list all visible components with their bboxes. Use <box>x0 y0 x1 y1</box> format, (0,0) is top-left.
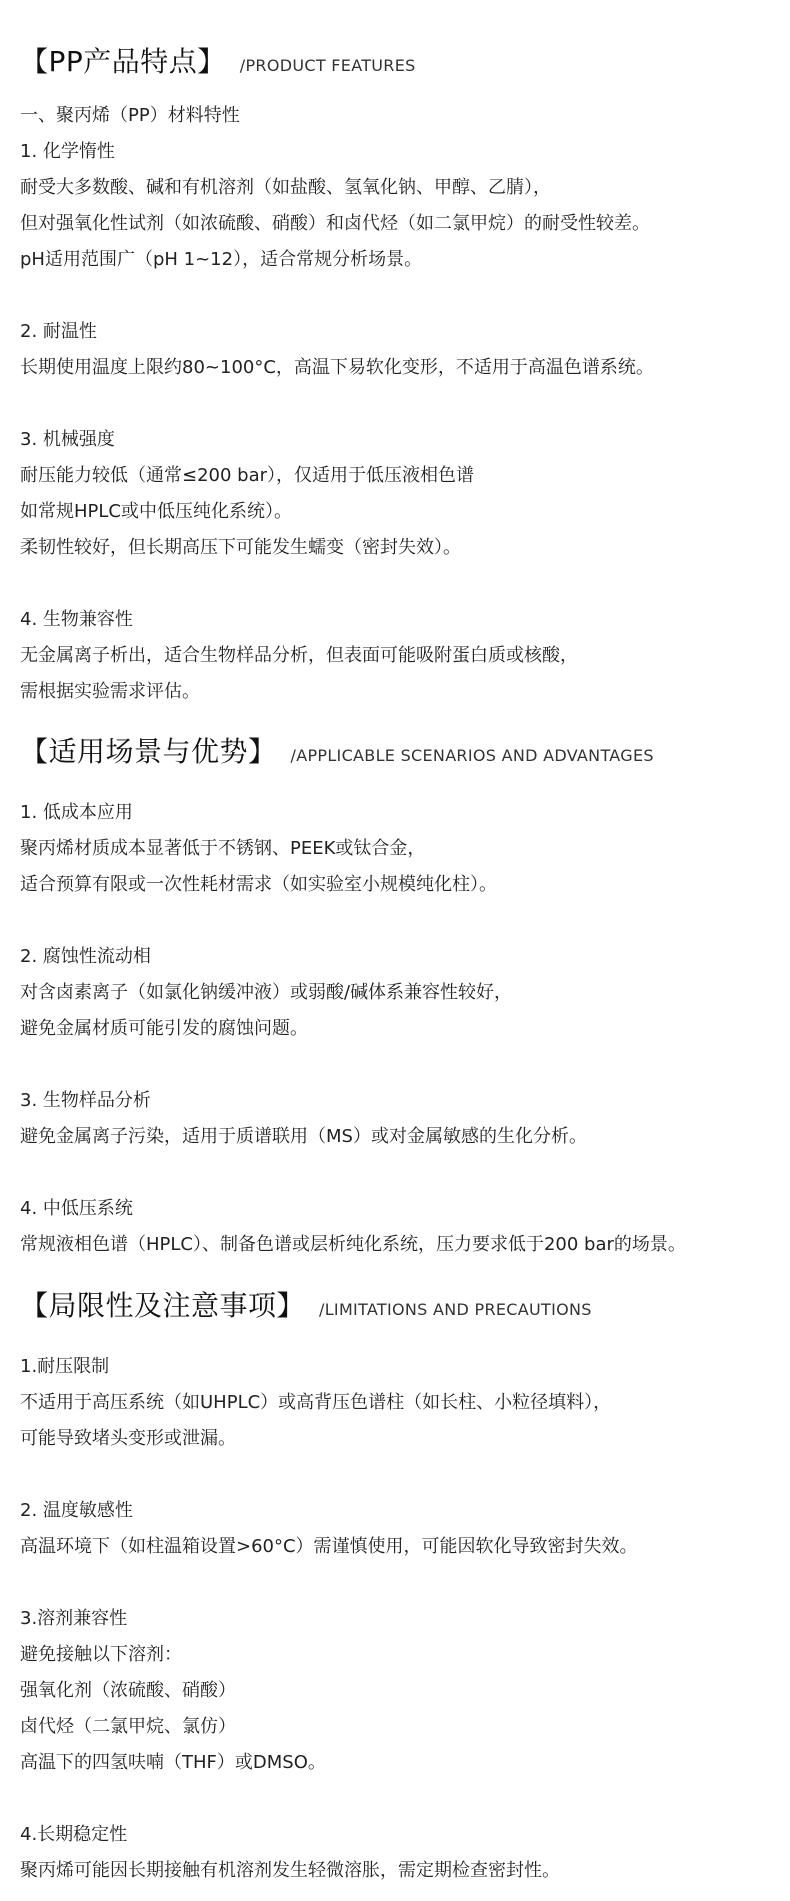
text-line: 耐受大多数酸、碱和有机溶剂（如盐酸、氢氧化钠、甲醇、乙腈）， <box>20 177 551 198</box>
blank-line <box>20 1787 638 1823</box>
blank-line <box>20 392 654 428</box>
text-line: 聚丙烯可能因长期接触有机溶剂发生轻微溶胀，需定期检查密封性。 <box>20 1860 560 1881</box>
text-line: 2. 耐温性 <box>20 321 97 342</box>
text-line: 一、聚丙烯（PP）材料特性 <box>20 105 240 126</box>
blank-line <box>20 1053 686 1089</box>
text-line: 耐压能力较低（通常≤200 bar），仅适用于低压液相色谱 <box>20 465 475 486</box>
blank-line <box>20 1571 638 1607</box>
text-line: 卤代烃（二氯甲烷、氯仿） <box>20 1716 236 1737</box>
text-line: 适合预算有限或一次性耗材需求（如实验室小规模纯化柱）。 <box>20 874 497 895</box>
text-line: 1.耐压限制 <box>20 1356 110 1377</box>
text-line: 高温下的四氢呋喃（THF）或DMSO。 <box>20 1752 326 1773</box>
section-heading-applicable-scenarios <box>20 734 654 770</box>
text-line: 长期使用温度上限约80~100°C，高温下易软化变形，不适用于高温色谱系统。 <box>20 357 654 378</box>
section-title-en: /LIMITATIONS AND PRECAUTIONS <box>319 1300 592 1319</box>
blank-line <box>20 909 686 945</box>
text-line: 常规液相色谱（HPLC）、制备色谱或层析纯化系统，压力要求低于200 bar的场景。 <box>20 1234 686 1255</box>
text-line: 避免金属离子污染，适用于质谱联用（MS）或对金属敏感的生化分析。 <box>20 1126 587 1147</box>
text-line: 避免金属材质可能引发的腐蚀问题。 <box>20 1018 308 1039</box>
section-title-en: /APPLICABLE SCENARIOS AND ADVANTAGES <box>290 746 654 765</box>
text-line: 3. 机械强度 <box>20 429 115 450</box>
text-line: 3.溶剂兼容性 <box>20 1608 128 1629</box>
text-line: 1. 化学惰性 <box>20 141 115 162</box>
text-line: 强氧化剂（浓硫酸、硝酸） <box>20 1680 236 1701</box>
text-line: 如常规HPLC或中低压纯化系统）。 <box>20 501 292 522</box>
text-line: pH适用范围广（pH 1~12），适合常规分析场景。 <box>20 249 423 270</box>
text-line: 1. 低成本应用 <box>20 802 133 823</box>
section-heading-product-features <box>20 44 416 80</box>
section-title-en: /PRODUCT FEATURES <box>239 56 416 75</box>
section-heading-limitations <box>20 1288 592 1324</box>
section-body-product-features <box>20 104 654 716</box>
text-line: 不适用于高压系统（如UHPLC）或高背压色谱柱（如长柱、小粒径填料）， <box>20 1392 612 1413</box>
text-line: 3. 生物样品分析 <box>20 1090 151 1111</box>
text-line: 4.长期稳定性 <box>20 1824 128 1845</box>
text-line: 避免接触以下溶剂： <box>20 1644 182 1665</box>
section-title-cn: 【适用场景与优势】 <box>20 735 277 768</box>
text-line: 但对强氧化性试剂（如浓硫酸、硝酸）和卤代烃（如二氯甲烷）的耐受性较差。 <box>20 213 650 234</box>
text-line: 需根据实验需求评估。 <box>20 681 200 702</box>
text-line: 对含卤素离子（如氯化钠缓冲液）或弱酸/碱体系兼容性较好， <box>20 982 513 1003</box>
text-line: 4. 生物兼容性 <box>20 609 133 630</box>
text-line: 无金属离子析出，适合生物样品分析，但表面可能吸附蛋白质或核酸， <box>20 645 578 666</box>
section-body-applicable-scenarios <box>20 801 686 1269</box>
section-title-cn: 【局限性及注意事项】 <box>20 1289 306 1322</box>
text-line: 聚丙烯材质成本显著低于不锈钢、PEEK或钛合金， <box>20 838 426 859</box>
text-line: 高温环境下（如柱温箱设置>60°C）需谨慎使用，可能因软化导致密封失效。 <box>20 1536 638 1557</box>
text-line: 2. 腐蚀性流动相 <box>20 946 151 967</box>
section-body-limitations <box>20 1355 638 1895</box>
section-title-cn: 【PP产品特点】 <box>20 45 226 78</box>
text-line: 柔韧性较好，但长期高压下可能发生蠕变（密封失效）。 <box>20 537 461 558</box>
text-line: 可能导致堵头变形或泄漏。 <box>20 1428 236 1449</box>
blank-line <box>20 572 654 608</box>
blank-line <box>20 1463 638 1499</box>
blank-line <box>20 284 654 320</box>
text-line: 4. 中低压系统 <box>20 1198 133 1219</box>
blank-line <box>20 1161 686 1197</box>
text-line: 2. 温度敏感性 <box>20 1500 133 1521</box>
